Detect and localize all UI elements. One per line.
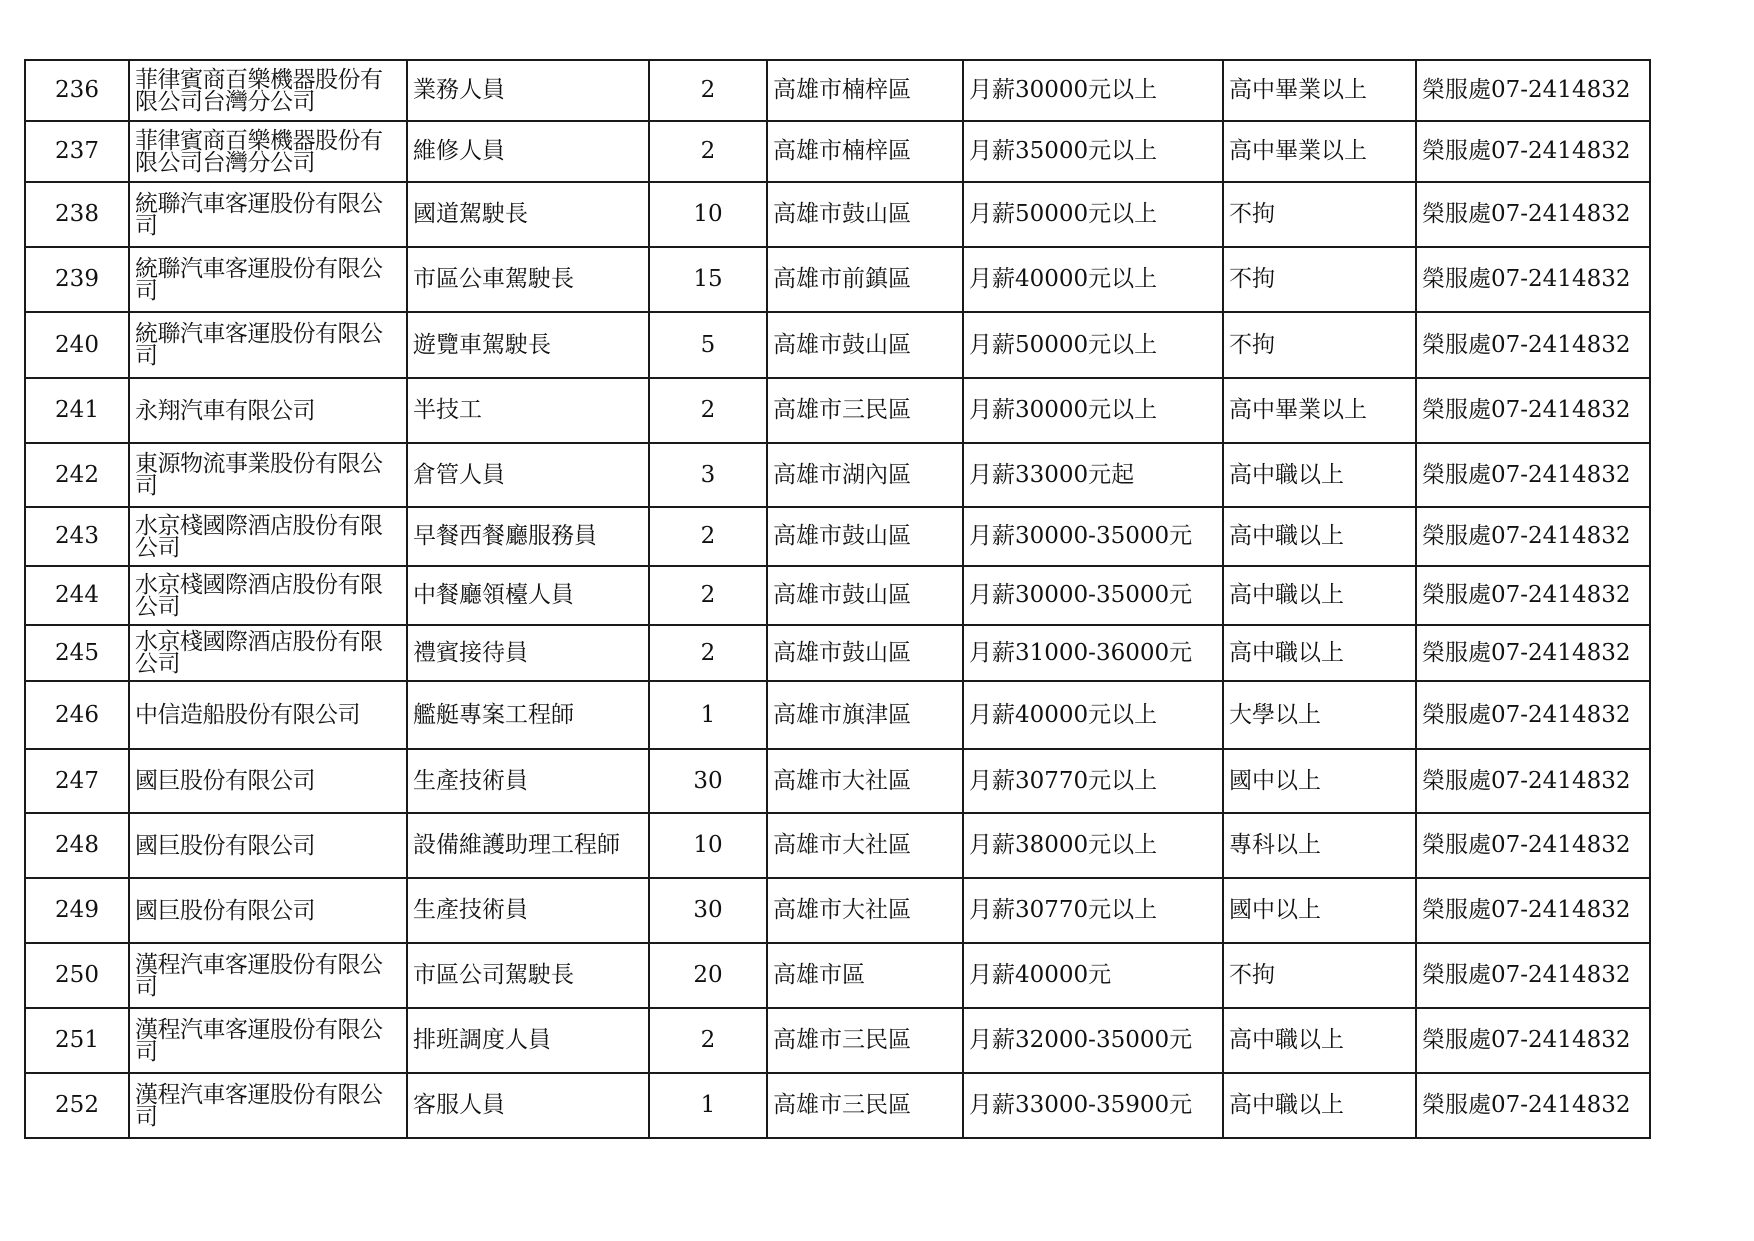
contact-info-cell: 榮服處07-2414832 (1416, 182, 1650, 247)
contact-info-cell: 榮服處07-2414832 (1416, 378, 1650, 443)
table-row (25, 681, 1650, 749)
salary-cell: 月薪38000元以上 (963, 813, 1223, 878)
work-location-cell: 高雄市大社區 (767, 749, 963, 813)
openings-count-cell: 2 (649, 1008, 767, 1073)
table-row (25, 182, 1650, 247)
education-requirement-cell: 不拘 (1223, 182, 1416, 247)
row-number-cell: 248 (25, 813, 129, 878)
job-title-cell: 早餐西餐廳服務員 (407, 507, 649, 566)
salary-cell: 月薪50000元以上 (963, 182, 1223, 247)
education-requirement-cell: 高中職以上 (1223, 625, 1416, 681)
education-requirement-cell: 高中畢業以上 (1223, 60, 1416, 121)
salary-cell: 月薪33000-35900元 (963, 1073, 1223, 1138)
row-number-cell: 250 (25, 943, 129, 1008)
salary-cell: 月薪50000元以上 (963, 312, 1223, 378)
job-title-cell: 客服人員 (407, 1073, 649, 1138)
table-row (25, 247, 1650, 312)
company-name-cell: 統聯汽車客運股份有限公司 (129, 247, 407, 312)
job-listings-table (24, 59, 1651, 1139)
table-row (25, 749, 1650, 813)
openings-count-cell: 2 (649, 121, 767, 182)
contact-info-cell: 榮服處07-2414832 (1416, 1073, 1650, 1138)
work-location-cell: 高雄市大社區 (767, 878, 963, 943)
openings-count-cell: 1 (649, 681, 767, 749)
job-title-cell: 維修人員 (407, 121, 649, 182)
contact-info-cell: 榮服處07-2414832 (1416, 1008, 1650, 1073)
salary-cell: 月薪40000元 (963, 943, 1223, 1008)
row-number-cell: 240 (25, 312, 129, 378)
openings-count-cell: 1 (649, 1073, 767, 1138)
row-number-cell: 242 (25, 443, 129, 507)
work-location-cell: 高雄市區 (767, 943, 963, 1008)
work-location-cell: 高雄市楠梓區 (767, 60, 963, 121)
company-name-cell: 東源物流事業股份有限公司 (129, 443, 407, 507)
table-row (25, 507, 1650, 566)
row-number-cell: 239 (25, 247, 129, 312)
openings-count-cell: 15 (649, 247, 767, 312)
job-title-cell: 生產技術員 (407, 749, 649, 813)
job-title-cell: 市區公司駕駛長 (407, 943, 649, 1008)
openings-count-cell: 30 (649, 878, 767, 943)
education-requirement-cell: 高中畢業以上 (1223, 378, 1416, 443)
table-row (25, 813, 1650, 878)
company-name-cell: 中信造船股份有限公司 (129, 681, 407, 749)
table-row (25, 378, 1650, 443)
education-requirement-cell: 高中畢業以上 (1223, 121, 1416, 182)
openings-count-cell: 20 (649, 943, 767, 1008)
job-title-cell: 業務人員 (407, 60, 649, 121)
salary-cell: 月薪30770元以上 (963, 749, 1223, 813)
salary-cell: 月薪30000元以上 (963, 60, 1223, 121)
job-title-cell: 生產技術員 (407, 878, 649, 943)
company-name-cell: 國巨股份有限公司 (129, 749, 407, 813)
company-name-cell: 統聯汽車客運股份有限公司 (129, 182, 407, 247)
education-requirement-cell: 專科以上 (1223, 813, 1416, 878)
contact-info-cell: 榮服處07-2414832 (1416, 121, 1650, 182)
education-requirement-cell: 高中職以上 (1223, 1008, 1416, 1073)
work-location-cell: 高雄市鼓山區 (767, 566, 963, 625)
job-title-cell: 排班調度人員 (407, 1008, 649, 1073)
openings-count-cell: 10 (649, 813, 767, 878)
company-name-cell: 漢程汽車客運股份有限公司 (129, 1073, 407, 1138)
work-location-cell: 高雄市鼓山區 (767, 312, 963, 378)
table-row (25, 943, 1650, 1008)
openings-count-cell: 5 (649, 312, 767, 378)
table-row (25, 60, 1650, 121)
work-location-cell: 高雄市三民區 (767, 378, 963, 443)
openings-count-cell: 2 (649, 625, 767, 681)
job-title-cell: 中餐廳領檯人員 (407, 566, 649, 625)
work-location-cell: 高雄市湖內區 (767, 443, 963, 507)
salary-cell: 月薪40000元以上 (963, 681, 1223, 749)
contact-info-cell: 榮服處07-2414832 (1416, 878, 1650, 943)
work-location-cell: 高雄市鼓山區 (767, 507, 963, 566)
company-name-cell: 水京棧國際酒店股份有限公司 (129, 507, 407, 566)
openings-count-cell: 2 (649, 60, 767, 121)
salary-cell: 月薪31000-36000元 (963, 625, 1223, 681)
education-requirement-cell: 高中職以上 (1223, 566, 1416, 625)
education-requirement-cell: 高中職以上 (1223, 1073, 1416, 1138)
education-requirement-cell: 不拘 (1223, 943, 1416, 1008)
contact-info-cell: 榮服處07-2414832 (1416, 749, 1650, 813)
row-number-cell: 238 (25, 182, 129, 247)
job-title-cell: 艦艇專案工程師 (407, 681, 649, 749)
row-number-cell: 247 (25, 749, 129, 813)
education-requirement-cell: 不拘 (1223, 312, 1416, 378)
contact-info-cell: 榮服處07-2414832 (1416, 625, 1650, 681)
company-name-cell: 菲律賓商百樂機器股份有限公司台灣分公司 (129, 121, 407, 182)
table-row (25, 625, 1650, 681)
row-number-cell: 241 (25, 378, 129, 443)
row-number-cell: 252 (25, 1073, 129, 1138)
job-title-cell: 市區公車駕駛長 (407, 247, 649, 312)
education-requirement-cell: 高中職以上 (1223, 507, 1416, 566)
job-title-cell: 國道駕駛長 (407, 182, 649, 247)
contact-info-cell: 榮服處07-2414832 (1416, 443, 1650, 507)
salary-cell: 月薪30770元以上 (963, 878, 1223, 943)
contact-info-cell: 榮服處07-2414832 (1416, 813, 1650, 878)
education-requirement-cell: 高中職以上 (1223, 443, 1416, 507)
salary-cell: 月薪32000-35000元 (963, 1008, 1223, 1073)
education-requirement-cell: 國中以上 (1223, 749, 1416, 813)
education-requirement-cell: 不拘 (1223, 247, 1416, 312)
table-row (25, 312, 1650, 378)
company-name-cell: 漢程汽車客運股份有限公司 (129, 943, 407, 1008)
row-number-cell: 251 (25, 1008, 129, 1073)
salary-cell: 月薪30000-35000元 (963, 507, 1223, 566)
row-number-cell: 244 (25, 566, 129, 625)
work-location-cell: 高雄市旗津區 (767, 681, 963, 749)
salary-cell: 月薪33000元起 (963, 443, 1223, 507)
openings-count-cell: 2 (649, 566, 767, 625)
contact-info-cell: 榮服處07-2414832 (1416, 943, 1650, 1008)
education-requirement-cell: 大學以上 (1223, 681, 1416, 749)
salary-cell: 月薪35000元以上 (963, 121, 1223, 182)
openings-count-cell: 2 (649, 507, 767, 566)
contact-info-cell: 榮服處07-2414832 (1416, 60, 1650, 121)
contact-info-cell: 榮服處07-2414832 (1416, 507, 1650, 566)
work-location-cell: 高雄市三民區 (767, 1073, 963, 1138)
company-name-cell: 統聯汽車客運股份有限公司 (129, 312, 407, 378)
work-location-cell: 高雄市楠梓區 (767, 121, 963, 182)
contact-info-cell: 榮服處07-2414832 (1416, 312, 1650, 378)
company-name-cell: 國巨股份有限公司 (129, 878, 407, 943)
contact-info-cell: 榮服處07-2414832 (1416, 247, 1650, 312)
work-location-cell: 高雄市鼓山區 (767, 182, 963, 247)
work-location-cell: 高雄市大社區 (767, 813, 963, 878)
job-listings-body (25, 60, 1650, 1138)
table-row (25, 121, 1650, 182)
openings-count-cell: 2 (649, 378, 767, 443)
job-title-cell: 遊覽車駕駛長 (407, 312, 649, 378)
row-number-cell: 237 (25, 121, 129, 182)
table-row (25, 1073, 1650, 1138)
work-location-cell: 高雄市鼓山區 (767, 625, 963, 681)
salary-cell: 月薪30000-35000元 (963, 566, 1223, 625)
salary-cell: 月薪40000元以上 (963, 247, 1223, 312)
company-name-cell: 菲律賓商百樂機器股份有限公司台灣分公司 (129, 60, 407, 121)
company-name-cell: 水京棧國際酒店股份有限公司 (129, 566, 407, 625)
company-name-cell: 漢程汽車客運股份有限公司 (129, 1008, 407, 1073)
table-row (25, 443, 1650, 507)
company-name-cell: 永翔汽車有限公司 (129, 378, 407, 443)
row-number-cell: 236 (25, 60, 129, 121)
work-location-cell: 高雄市前鎮區 (767, 247, 963, 312)
job-title-cell: 設備維護助理工程師 (407, 813, 649, 878)
row-number-cell: 246 (25, 681, 129, 749)
openings-count-cell: 10 (649, 182, 767, 247)
education-requirement-cell: 國中以上 (1223, 878, 1416, 943)
work-location-cell: 高雄市三民區 (767, 1008, 963, 1073)
row-number-cell: 243 (25, 507, 129, 566)
row-number-cell: 245 (25, 625, 129, 681)
openings-count-cell: 3 (649, 443, 767, 507)
contact-info-cell: 榮服處07-2414832 (1416, 681, 1650, 749)
table-row (25, 566, 1650, 625)
company-name-cell: 國巨股份有限公司 (129, 813, 407, 878)
company-name-cell: 水京棧國際酒店股份有限公司 (129, 625, 407, 681)
row-number-cell: 249 (25, 878, 129, 943)
table-row (25, 1008, 1650, 1073)
job-title-cell: 倉管人員 (407, 443, 649, 507)
salary-cell: 月薪30000元以上 (963, 378, 1223, 443)
job-title-cell: 禮賓接待員 (407, 625, 649, 681)
table-row (25, 878, 1650, 943)
contact-info-cell: 榮服處07-2414832 (1416, 566, 1650, 625)
job-title-cell: 半技工 (407, 378, 649, 443)
openings-count-cell: 30 (649, 749, 767, 813)
